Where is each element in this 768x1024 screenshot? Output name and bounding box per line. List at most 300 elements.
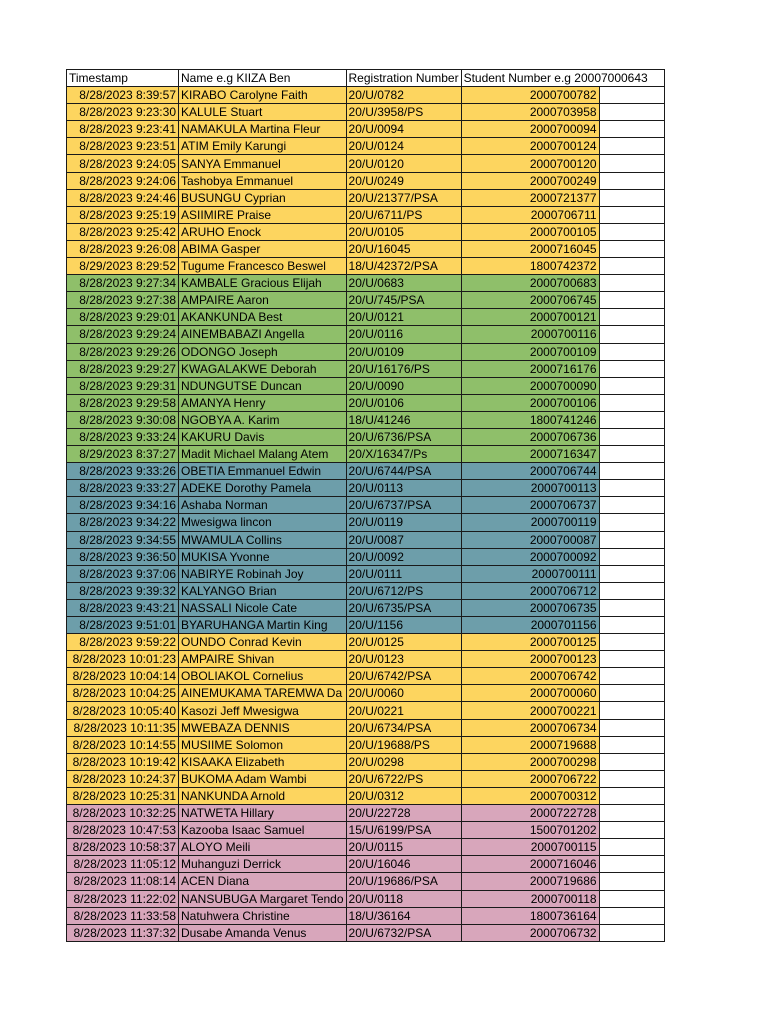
name-cell[interactable]: AMPAIRE Shivan — [179, 651, 347, 668]
name-cell[interactable]: OUNDO Conrad Kevin — [179, 634, 347, 651]
timestamp-cell[interactable]: 8/28/2023 11:33:58 — [67, 907, 179, 924]
name-cell[interactable]: Ashaba Norman — [179, 497, 347, 514]
timestamp-cell[interactable]: 8/28/2023 9:25:42 — [67, 223, 179, 240]
student-number-cell[interactable]: 2000700087 — [461, 531, 599, 548]
timestamp-cell[interactable]: 8/28/2023 10:05:40 — [67, 702, 179, 719]
name-cell[interactable]: KALULE Stuart — [179, 104, 347, 121]
registration-cell[interactable]: 20/U/6742/PSA — [346, 668, 461, 685]
registration-cell[interactable]: 20/U/0121 — [346, 309, 461, 326]
empty-cell[interactable] — [599, 463, 664, 480]
timestamp-cell[interactable]: 8/28/2023 10:47:53 — [67, 822, 179, 839]
timestamp-cell[interactable]: 8/28/2023 9:23:30 — [67, 104, 179, 121]
registration-cell[interactable]: 20/U/0109 — [346, 343, 461, 360]
empty-cell[interactable] — [599, 309, 664, 326]
name-cell[interactable]: NGOBYA A. Karim — [179, 411, 347, 428]
student-number-cell[interactable]: 2000706745 — [461, 292, 599, 309]
timestamp-cell[interactable]: 8/28/2023 11:22:02 — [67, 890, 179, 907]
table-row — [67, 907, 665, 924]
timestamp-cell[interactable]: 8/28/2023 10:25:31 — [67, 787, 179, 804]
table-row — [67, 702, 665, 719]
student-number-cell[interactable]: 2000700312 — [461, 787, 599, 804]
name-cell[interactable]: Dusabe Amanda Venus — [179, 924, 347, 941]
empty-cell[interactable] — [599, 839, 664, 856]
registration-cell[interactable]: 20/U/0123 — [346, 651, 461, 668]
empty-cell[interactable] — [599, 531, 664, 548]
student-number-cell[interactable]: 2000706732 — [461, 924, 599, 941]
empty-cell[interactable] — [599, 736, 664, 753]
empty-cell[interactable] — [599, 172, 664, 189]
timestamp-cell[interactable]: 8/28/2023 10:32:25 — [67, 805, 179, 822]
table-row — [67, 121, 665, 138]
timestamp-cell[interactable]: 8/28/2023 9:43:21 — [67, 599, 179, 616]
table-row — [67, 685, 665, 702]
student-number-cell[interactable]: 2000700113 — [461, 480, 599, 497]
registration-cell[interactable]: 20/U/0683 — [346, 275, 461, 292]
registration-cell[interactable]: 20/U/16045 — [346, 240, 461, 257]
name-cell[interactable]: KAMBALE Gracious Elijah — [179, 275, 347, 292]
name-cell[interactable]: BYARUHANGA Martin King — [179, 617, 347, 634]
timestamp-cell[interactable]: 8/28/2023 9:24:06 — [67, 172, 179, 189]
student-number-cell[interactable]: 2000700120 — [461, 155, 599, 172]
student-number-cell[interactable]: 2000700683 — [461, 275, 599, 292]
name-cell[interactable]: Natuhwera Christine — [179, 907, 347, 924]
name-cell[interactable]: ABIMA Gasper — [179, 240, 347, 257]
registration-cell[interactable]: 20/U/6737/PSA — [346, 497, 461, 514]
registration-cell[interactable]: 20/U/6744/PSA — [346, 463, 461, 480]
empty-cell[interactable] — [599, 258, 664, 275]
registration-cell[interactable]: 20/U/0249 — [346, 172, 461, 189]
registration-cell[interactable]: 20/U/6712/PS — [346, 582, 461, 599]
name-cell[interactable]: ODONGO Joseph — [179, 343, 347, 360]
timestamp-cell[interactable]: 8/28/2023 9:39:32 — [67, 582, 179, 599]
student-number-cell[interactable]: 2000700111 — [461, 565, 599, 582]
table-row — [67, 651, 665, 668]
name-cell[interactable]: BUSUNGU Cyprian — [179, 189, 347, 206]
name-cell[interactable]: MUKISA Yvonne — [179, 548, 347, 565]
student-number-cell[interactable]: 2000700092 — [461, 548, 599, 565]
header-registration-number[interactable]: Registration Number — [346, 70, 461, 87]
registration-cell[interactable]: 20/U/6722/PS — [346, 770, 461, 787]
timestamp-cell[interactable]: 8/28/2023 9:33:27 — [67, 480, 179, 497]
table-row — [67, 719, 665, 736]
empty-cell[interactable] — [599, 599, 664, 616]
student-number-cell[interactable]: 2000706736 — [461, 428, 599, 445]
student-number-cell[interactable]: 2000700090 — [461, 377, 599, 394]
empty-cell[interactable] — [599, 753, 664, 770]
name-cell[interactable]: ASIIMIRE Praise — [179, 206, 347, 223]
name-cell[interactable]: NAMAKULA Martina Fleur — [179, 121, 347, 138]
name-cell[interactable]: AINEMUKAMA TAREMWA Da — [179, 685, 347, 702]
timestamp-cell[interactable]: 8/28/2023 10:14:55 — [67, 736, 179, 753]
timestamp-cell[interactable]: 8/28/2023 9:51:01 — [67, 617, 179, 634]
registration-cell[interactable]: 20/U/21377/PSA — [346, 189, 461, 206]
name-cell[interactable]: MUSIIME Solomon — [179, 736, 347, 753]
student-number-cell[interactable]: 2000701156 — [461, 617, 599, 634]
registration-cell[interactable]: 20/U/16176/PS — [346, 360, 461, 377]
student-number-cell[interactable]: 2000719688 — [461, 736, 599, 753]
name-cell[interactable]: ARUHO Enock — [179, 223, 347, 240]
empty-cell[interactable] — [599, 497, 664, 514]
name-cell[interactable]: Kasozi Jeff Mwesigwa — [179, 702, 347, 719]
timestamp-cell[interactable]: 8/28/2023 9:33:26 — [67, 463, 179, 480]
timestamp-cell[interactable]: 8/28/2023 8:39:57 — [67, 87, 179, 104]
student-number-cell[interactable]: 2000716046 — [461, 856, 599, 873]
table-row — [67, 770, 665, 787]
timestamp-cell[interactable]: 8/28/2023 11:08:14 — [67, 873, 179, 890]
header-row — [67, 70, 665, 87]
name-cell[interactable]: OBOLIAKOL Cornelius — [179, 668, 347, 685]
student-number-cell[interactable]: 2000706734 — [461, 719, 599, 736]
empty-cell[interactable] — [599, 292, 664, 309]
header-timestamp[interactable]: Timestamp — [67, 70, 179, 87]
student-number-cell[interactable]: 2000716347 — [461, 446, 599, 463]
registration-cell[interactable]: 20/U/6734/PSA — [346, 719, 461, 736]
empty-cell[interactable] — [599, 822, 664, 839]
table-row — [67, 189, 665, 206]
empty-cell[interactable] — [599, 890, 664, 907]
table-row — [67, 582, 665, 599]
empty-cell[interactable] — [599, 582, 664, 599]
empty-cell[interactable] — [599, 394, 664, 411]
table-row — [67, 924, 665, 941]
name-cell[interactable]: KISAAKA Elizabeth — [179, 753, 347, 770]
registration-cell[interactable]: 20/U/0106 — [346, 394, 461, 411]
table-row — [67, 87, 665, 104]
registration-cell[interactable]: 20/X/16347/Ps — [346, 446, 461, 463]
student-number-cell[interactable]: 2000706735 — [461, 599, 599, 616]
timestamp-cell[interactable]: 8/28/2023 9:37:06 — [67, 565, 179, 582]
registration-cell[interactable]: 20/U/0115 — [346, 839, 461, 856]
timestamp-cell[interactable]: 8/28/2023 9:29:24 — [67, 326, 179, 343]
name-cell[interactable]: MWAMULA Collins — [179, 531, 347, 548]
registration-cell[interactable]: 20/U/6735/PSA — [346, 599, 461, 616]
registration-cell[interactable]: 20/U/0094 — [346, 121, 461, 138]
registration-cell[interactable]: 20/U/0116 — [346, 326, 461, 343]
table-row — [67, 480, 665, 497]
name-cell[interactable]: AKANKUNDA Best — [179, 309, 347, 326]
table-row — [67, 856, 665, 873]
timestamp-cell[interactable]: 8/28/2023 10:19:42 — [67, 753, 179, 770]
timestamp-cell[interactable]: 8/28/2023 10:58:37 — [67, 839, 179, 856]
empty-cell[interactable] — [599, 360, 664, 377]
empty-cell[interactable] — [599, 907, 664, 924]
name-cell[interactable]: KAKURU Davis — [179, 428, 347, 445]
student-number-cell[interactable]: 2000700124 — [461, 138, 599, 155]
empty-cell[interactable] — [599, 155, 664, 172]
empty-cell[interactable] — [599, 428, 664, 445]
student-number-cell[interactable]: 2000700249 — [461, 172, 599, 189]
timestamp-cell[interactable]: 8/28/2023 9:29:31 — [67, 377, 179, 394]
registration-cell[interactable]: 20/U/745/PSA — [346, 292, 461, 309]
registration-cell[interactable]: 20/U/22728 — [346, 805, 461, 822]
student-number-cell[interactable]: 2000700118 — [461, 890, 599, 907]
empty-cell[interactable] — [599, 565, 664, 582]
table-row — [67, 617, 665, 634]
student-number-cell[interactable]: 2000700298 — [461, 753, 599, 770]
student-number-cell[interactable]: 1800741246 — [461, 411, 599, 428]
empty-cell[interactable] — [599, 514, 664, 531]
timestamp-cell[interactable]: 8/29/2023 8:37:27 — [67, 446, 179, 463]
table-row — [67, 873, 665, 890]
student-number-cell[interactable]: 2000700121 — [461, 309, 599, 326]
table-row — [67, 275, 665, 292]
registration-cell[interactable]: 20/U/0124 — [346, 138, 461, 155]
table-row — [67, 394, 665, 411]
spreadsheet-table — [66, 69, 665, 942]
name-cell[interactable]: OBETIA Emmanuel Edwin — [179, 463, 347, 480]
name-cell[interactable]: NATWETA Hillary — [179, 805, 347, 822]
name-cell[interactable]: BUKOMA Adam Wambi — [179, 770, 347, 787]
student-number-cell[interactable]: 2000700125 — [461, 634, 599, 651]
student-number-cell[interactable]: 2000721377 — [461, 189, 599, 206]
name-cell[interactable]: NDUNGUTSE Duncan — [179, 377, 347, 394]
table-row — [67, 240, 665, 257]
empty-cell[interactable] — [599, 104, 664, 121]
registration-cell[interactable]: 20/U/6736/PSA — [346, 428, 461, 445]
name-cell[interactable]: SANYA Emmanuel — [179, 155, 347, 172]
table-row — [67, 104, 665, 121]
timestamp-cell[interactable]: 8/28/2023 9:23:41 — [67, 121, 179, 138]
empty-cell[interactable] — [599, 343, 664, 360]
timestamp-cell[interactable]: 8/28/2023 9:29:26 — [67, 343, 179, 360]
table-row — [67, 822, 665, 839]
empty-cell[interactable] — [599, 685, 664, 702]
table-row — [67, 377, 665, 394]
empty-cell[interactable] — [599, 805, 664, 822]
student-number-cell[interactable]: 2000706712 — [461, 582, 599, 599]
timestamp-cell[interactable]: 8/28/2023 10:24:37 — [67, 770, 179, 787]
name-cell[interactable]: Tashobya Emmanuel — [179, 172, 347, 189]
timestamp-cell[interactable]: 8/28/2023 9:27:38 — [67, 292, 179, 309]
student-number-cell[interactable]: 2000716045 — [461, 240, 599, 257]
empty-cell[interactable] — [599, 651, 664, 668]
header-name[interactable]: Name e.g KIIZA Ben — [179, 70, 347, 87]
table-row — [67, 634, 665, 651]
table-row — [67, 258, 665, 275]
empty-cell[interactable] — [599, 480, 664, 497]
timestamp-cell[interactable]: 8/28/2023 9:27:34 — [67, 275, 179, 292]
empty-cell[interactable] — [599, 787, 664, 804]
timestamp-cell[interactable]: 8/28/2023 9:29:58 — [67, 394, 179, 411]
empty-cell[interactable] — [599, 326, 664, 343]
timestamp-cell[interactable]: 8/29/2023 8:29:52 — [67, 258, 179, 275]
table-row — [67, 138, 665, 155]
student-number-cell[interactable]: 2000722728 — [461, 805, 599, 822]
empty-cell[interactable] — [599, 377, 664, 394]
registration-cell[interactable]: 20/U/0125 — [346, 634, 461, 651]
name-cell[interactable]: NABIRYE Robinah Joy — [179, 565, 347, 582]
table-row — [67, 565, 665, 582]
name-cell[interactable]: KIRABO Carolyne Faith — [179, 87, 347, 104]
table-row — [67, 172, 665, 189]
student-number-cell[interactable]: 2000700060 — [461, 685, 599, 702]
name-cell[interactable]: ACEN Diana — [179, 873, 347, 890]
timestamp-cell[interactable]: 8/28/2023 9:23:51 — [67, 138, 179, 155]
registration-cell[interactable]: 15/U/6199/PSA — [346, 822, 461, 839]
empty-cell[interactable] — [599, 446, 664, 463]
student-number-cell[interactable]: 2000706742 — [461, 668, 599, 685]
timestamp-cell[interactable]: 8/28/2023 9:29:27 — [67, 360, 179, 377]
student-number-cell[interactable]: 2000700115 — [461, 839, 599, 856]
name-cell[interactable]: Kazooba Isaac Samuel — [179, 822, 347, 839]
empty-cell[interactable] — [599, 206, 664, 223]
registration-cell[interactable]: 20/U/0298 — [346, 753, 461, 770]
empty-cell[interactable] — [599, 121, 664, 138]
timestamp-cell[interactable]: 8/28/2023 9:59:22 — [67, 634, 179, 651]
table-row — [67, 890, 665, 907]
student-number-cell[interactable]: 2000719686 — [461, 873, 599, 890]
registration-cell[interactable]: 20/U/19686/PSA — [346, 873, 461, 890]
student-number-cell[interactable]: 2000703958 — [461, 104, 599, 121]
registration-cell[interactable]: 20/U/3958/PS — [346, 104, 461, 121]
timestamp-cell[interactable]: 8/28/2023 9:26:08 — [67, 240, 179, 257]
student-number-cell[interactable]: 2000706711 — [461, 206, 599, 223]
empty-cell[interactable] — [599, 617, 664, 634]
table-row — [67, 599, 665, 616]
name-cell[interactable]: KALYANGO Brian — [179, 582, 347, 599]
student-number-cell[interactable]: 2000700123 — [461, 651, 599, 668]
table-row — [67, 497, 665, 514]
timestamp-cell[interactable]: 8/28/2023 11:37:32 — [67, 924, 179, 941]
registration-cell[interactable]: 20/U/6711/PS — [346, 206, 461, 223]
table-row — [67, 446, 665, 463]
timestamp-cell[interactable]: 8/28/2023 9:24:46 — [67, 189, 179, 206]
student-number-cell[interactable]: 2000700106 — [461, 394, 599, 411]
timestamp-cell[interactable]: 8/28/2023 9:34:16 — [67, 497, 179, 514]
student-number-cell[interactable]: 2000706744 — [461, 463, 599, 480]
registration-cell[interactable]: 20/U/0221 — [346, 702, 461, 719]
timestamp-cell[interactable]: 8/28/2023 10:04:25 — [67, 685, 179, 702]
timestamp-cell[interactable]: 8/28/2023 9:34:55 — [67, 531, 179, 548]
empty-cell[interactable] — [599, 87, 664, 104]
registration-cell[interactable]: 20/U/0118 — [346, 890, 461, 907]
student-number-cell[interactable]: 2000716176 — [461, 360, 599, 377]
timestamp-cell[interactable]: 8/28/2023 11:05:12 — [67, 856, 179, 873]
student-number-cell[interactable]: 1800742372 — [461, 258, 599, 275]
table-row — [67, 309, 665, 326]
timestamp-cell[interactable]: 8/28/2023 9:30:08 — [67, 411, 179, 428]
name-cell[interactable]: KWAGALAKWE Deborah — [179, 360, 347, 377]
table-row — [67, 787, 665, 804]
empty-cell[interactable] — [599, 275, 664, 292]
registration-cell[interactable]: 18/U/36164 — [346, 907, 461, 924]
student-number-cell[interactable]: 2000700221 — [461, 702, 599, 719]
empty-cell[interactable] — [599, 856, 664, 873]
registration-cell[interactable]: 20/U/0119 — [346, 514, 461, 531]
table-row — [67, 514, 665, 531]
header-student-number[interactable]: Student Number e.g 20007000643 — [461, 70, 664, 87]
table-row — [67, 292, 665, 309]
student-number-cell[interactable]: 2000706722 — [461, 770, 599, 787]
timestamp-cell[interactable]: 8/28/2023 10:04:14 — [67, 668, 179, 685]
registration-cell[interactable]: 20/U/0111 — [346, 565, 461, 582]
name-cell[interactable]: AINEMBABAZI Angella — [179, 326, 347, 343]
registration-cell[interactable]: 18/U/41246 — [346, 411, 461, 428]
registration-cell[interactable]: 20/U/16046 — [346, 856, 461, 873]
student-number-cell[interactable]: 1800736164 — [461, 907, 599, 924]
student-number-cell[interactable]: 2000706737 — [461, 497, 599, 514]
timestamp-cell[interactable]: 8/28/2023 9:33:24 — [67, 428, 179, 445]
empty-cell[interactable] — [599, 240, 664, 257]
empty-cell[interactable] — [599, 924, 664, 941]
timestamp-cell[interactable]: 8/28/2023 10:11:35 — [67, 719, 179, 736]
registration-cell[interactable]: 18/U/42372/PSA — [346, 258, 461, 275]
name-cell[interactable]: NASSALI Nicole Cate — [179, 599, 347, 616]
registration-cell[interactable]: 20/U/0312 — [346, 787, 461, 804]
empty-cell[interactable] — [599, 189, 664, 206]
timestamp-cell[interactable]: 8/28/2023 9:29:01 — [67, 309, 179, 326]
registration-cell[interactable]: 20/U/0090 — [346, 377, 461, 394]
registration-cell[interactable]: 20/U/0060 — [346, 685, 461, 702]
timestamp-cell[interactable]: 8/28/2023 9:36:50 — [67, 548, 179, 565]
registration-cell[interactable]: 20/U/1156 — [346, 617, 461, 634]
name-cell[interactable]: NANSUBUGA Margaret Tendo — [179, 890, 347, 907]
table-row — [67, 531, 665, 548]
registration-cell[interactable]: 20/U/0092 — [346, 548, 461, 565]
registration-cell[interactable]: 20/U/0087 — [346, 531, 461, 548]
name-cell[interactable]: ADEKE Dorothy Pamela — [179, 480, 347, 497]
registration-cell[interactable]: 20/U/0120 — [346, 155, 461, 172]
empty-cell[interactable] — [599, 138, 664, 155]
empty-cell[interactable] — [599, 719, 664, 736]
student-number-cell[interactable]: 2000700094 — [461, 121, 599, 138]
empty-cell[interactable] — [599, 223, 664, 240]
table-row — [67, 206, 665, 223]
name-cell[interactable]: MWEBAZA DENNIS — [179, 719, 347, 736]
student-number-cell[interactable]: 2000700119 — [461, 514, 599, 531]
registration-cell[interactable]: 20/U/0113 — [346, 480, 461, 497]
timestamp-cell[interactable]: 8/28/2023 9:34:22 — [67, 514, 179, 531]
name-cell[interactable]: ALOYO Meili — [179, 839, 347, 856]
name-cell[interactable]: AMANYA Henry — [179, 394, 347, 411]
timestamp-cell[interactable]: 8/28/2023 9:25:19 — [67, 206, 179, 223]
student-number-cell[interactable]: 1500701202 — [461, 822, 599, 839]
name-cell[interactable]: ATIM Emily Karungi — [179, 138, 347, 155]
registration-cell[interactable]: 20/U/6732/PSA — [346, 924, 461, 941]
empty-cell[interactable] — [599, 411, 664, 428]
timestamp-cell[interactable]: 8/28/2023 9:24:05 — [67, 155, 179, 172]
name-cell[interactable]: Tugume Francesco Beswel — [179, 258, 347, 275]
registration-cell[interactable]: 20/U/19688/PS — [346, 736, 461, 753]
name-cell[interactable]: AMPAIRE Aaron — [179, 292, 347, 309]
table-row — [67, 411, 665, 428]
student-number-cell[interactable]: 2000700105 — [461, 223, 599, 240]
student-number-cell[interactable]: 2000700116 — [461, 326, 599, 343]
empty-cell[interactable] — [599, 634, 664, 651]
name-cell[interactable]: Mwesigwa lincon — [179, 514, 347, 531]
empty-cell[interactable] — [599, 873, 664, 890]
name-cell[interactable]: Madit Michael Malang Atem — [179, 446, 347, 463]
name-cell[interactable]: NANKUNDA Arnold — [179, 787, 347, 804]
table-row — [67, 548, 665, 565]
table-row — [67, 155, 665, 172]
student-number-cell[interactable]: 2000700782 — [461, 87, 599, 104]
table-row — [67, 223, 665, 240]
table-row — [67, 668, 665, 685]
empty-cell[interactable] — [599, 770, 664, 787]
registration-cell[interactable]: 20/U/0105 — [346, 223, 461, 240]
student-number-cell[interactable]: 2000700109 — [461, 343, 599, 360]
empty-cell[interactable] — [599, 668, 664, 685]
name-cell[interactable]: Muhanguzi Derrick — [179, 856, 347, 873]
table-row — [67, 428, 665, 445]
table-row — [67, 839, 665, 856]
empty-cell[interactable] — [599, 548, 664, 565]
timestamp-cell[interactable]: 8/28/2023 10:01:23 — [67, 651, 179, 668]
table-row — [67, 736, 665, 753]
registration-cell[interactable]: 20/U/0782 — [346, 87, 461, 104]
empty-cell[interactable] — [599, 702, 664, 719]
